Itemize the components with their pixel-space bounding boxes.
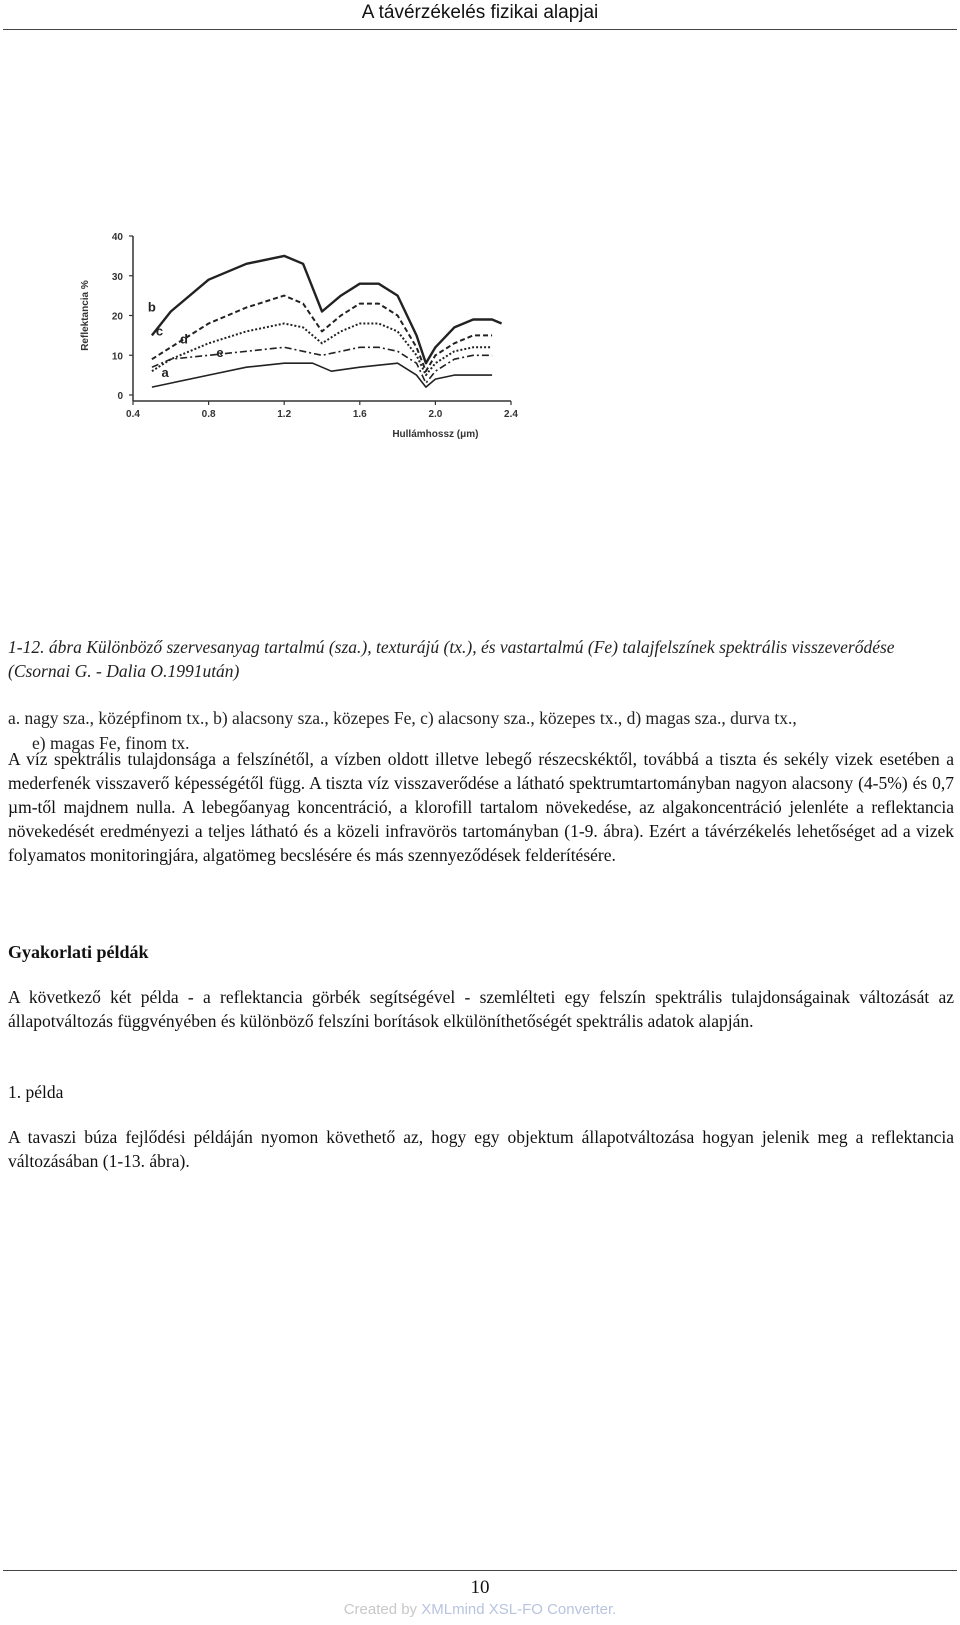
curve-label-b: b	[147, 299, 156, 315]
figure-caption: 1-12. ábra Különböző szervesanyag tartalmú (sza.), texturájú (tx.), és vastartalmú (Fe) talajfelszínek spektrális visszeverődése (Csornai G. - Dalia O.1991után)	[8, 637, 895, 681]
legend-line-2: e) magas Fe, finom tx.	[32, 733, 190, 753]
y-tick-label: 0	[117, 391, 123, 402]
x-tick-label: 1.2	[277, 409, 292, 420]
y-tick-label: 40	[111, 232, 123, 243]
section-heading: Gyakorlati példák	[8, 942, 149, 962]
curve-label-d: d	[180, 331, 189, 347]
created-by-text: Created by	[343, 1601, 422, 1618]
legend-line-1: a. nagy sza., középfinom tx., b) alacsony sza., közepes Fe, c) alacsony sza., közepes tx., d) magas sza., durva tx.,	[8, 708, 797, 728]
x-tick-label: 2.4	[504, 409, 518, 420]
curve-c	[152, 296, 492, 372]
page-number: 10	[470, 1577, 490, 1598]
y-axis-title: Reflektancia %	[80, 280, 91, 351]
curve-label-e: e	[216, 345, 224, 361]
water-paragraph: A víz spektrális tulajdonsága a felszínétől, a vízben oldott illetve lebegő részecskéktől, továbbá a tiszta és sekély vizek esetében a mederfenék visszaverő képességétől függ. A tiszta víz visszaverődése a látható spektrumtartományban nagyon alacsony (4-5%) és 0,7 µm-től majdnem nulla. A lebegőanyag koncentráció, a klorofill tartalom növekedése, az algakoncentráció jelenléte a reflektancia növekedését eredményezi a teljes látható és a közeli infravörös tartományban (1-9. ábra). Ezért a távérzékelés lehetőséget ad a vizek folyamatos monitoringjára, algatömeg becslésére és más szennyeződések felderítésére.	[8, 749, 954, 865]
y-tick-label: 20	[111, 311, 123, 323]
y-tick-label: 10	[111, 351, 123, 363]
x-tick-label: 0.4	[126, 409, 140, 420]
running-header: A távérzékelés fizikai alapjai	[361, 2, 599, 23]
y-tick-label: 30	[111, 271, 123, 283]
intro-paragraph: A következő két példa - a reflektancia görbék segítségével - szemlélteti egy felszín spektrális tulajdonságainak változását az állapotváltozás függvényében és különböző felszíni borítások elkülöníthetőségét spektrális adatok alapján.	[8, 987, 954, 1031]
curve-label-c: c	[155, 323, 164, 339]
creator-note	[0, 1601, 960, 1618]
x-tick-label: 1.6	[352, 409, 367, 420]
curve-label-a: a	[161, 365, 169, 381]
example-paragraph: A tavaszi búza fejlődési példáján nyomon követhető az, hogy egy objektum állapotváltozása hogyan jelenik meg a reflektancia változásában (1-13. ábra).	[8, 1127, 954, 1171]
reflectance-chart	[76, 228, 536, 463]
header-divider	[3, 29, 957, 30]
x-tick-label: 2.0	[428, 409, 443, 420]
converter-link[interactable]: XMLmind XSL-FO Converter.	[421, 1601, 617, 1618]
reflectance-figure	[76, 228, 536, 463]
x-tick-label: 0.8	[201, 409, 216, 420]
footer-divider	[3, 1570, 957, 1571]
x-axis-title: Hullámhossz (μm)	[392, 429, 479, 440]
example-label: 1. példa	[8, 1082, 64, 1102]
